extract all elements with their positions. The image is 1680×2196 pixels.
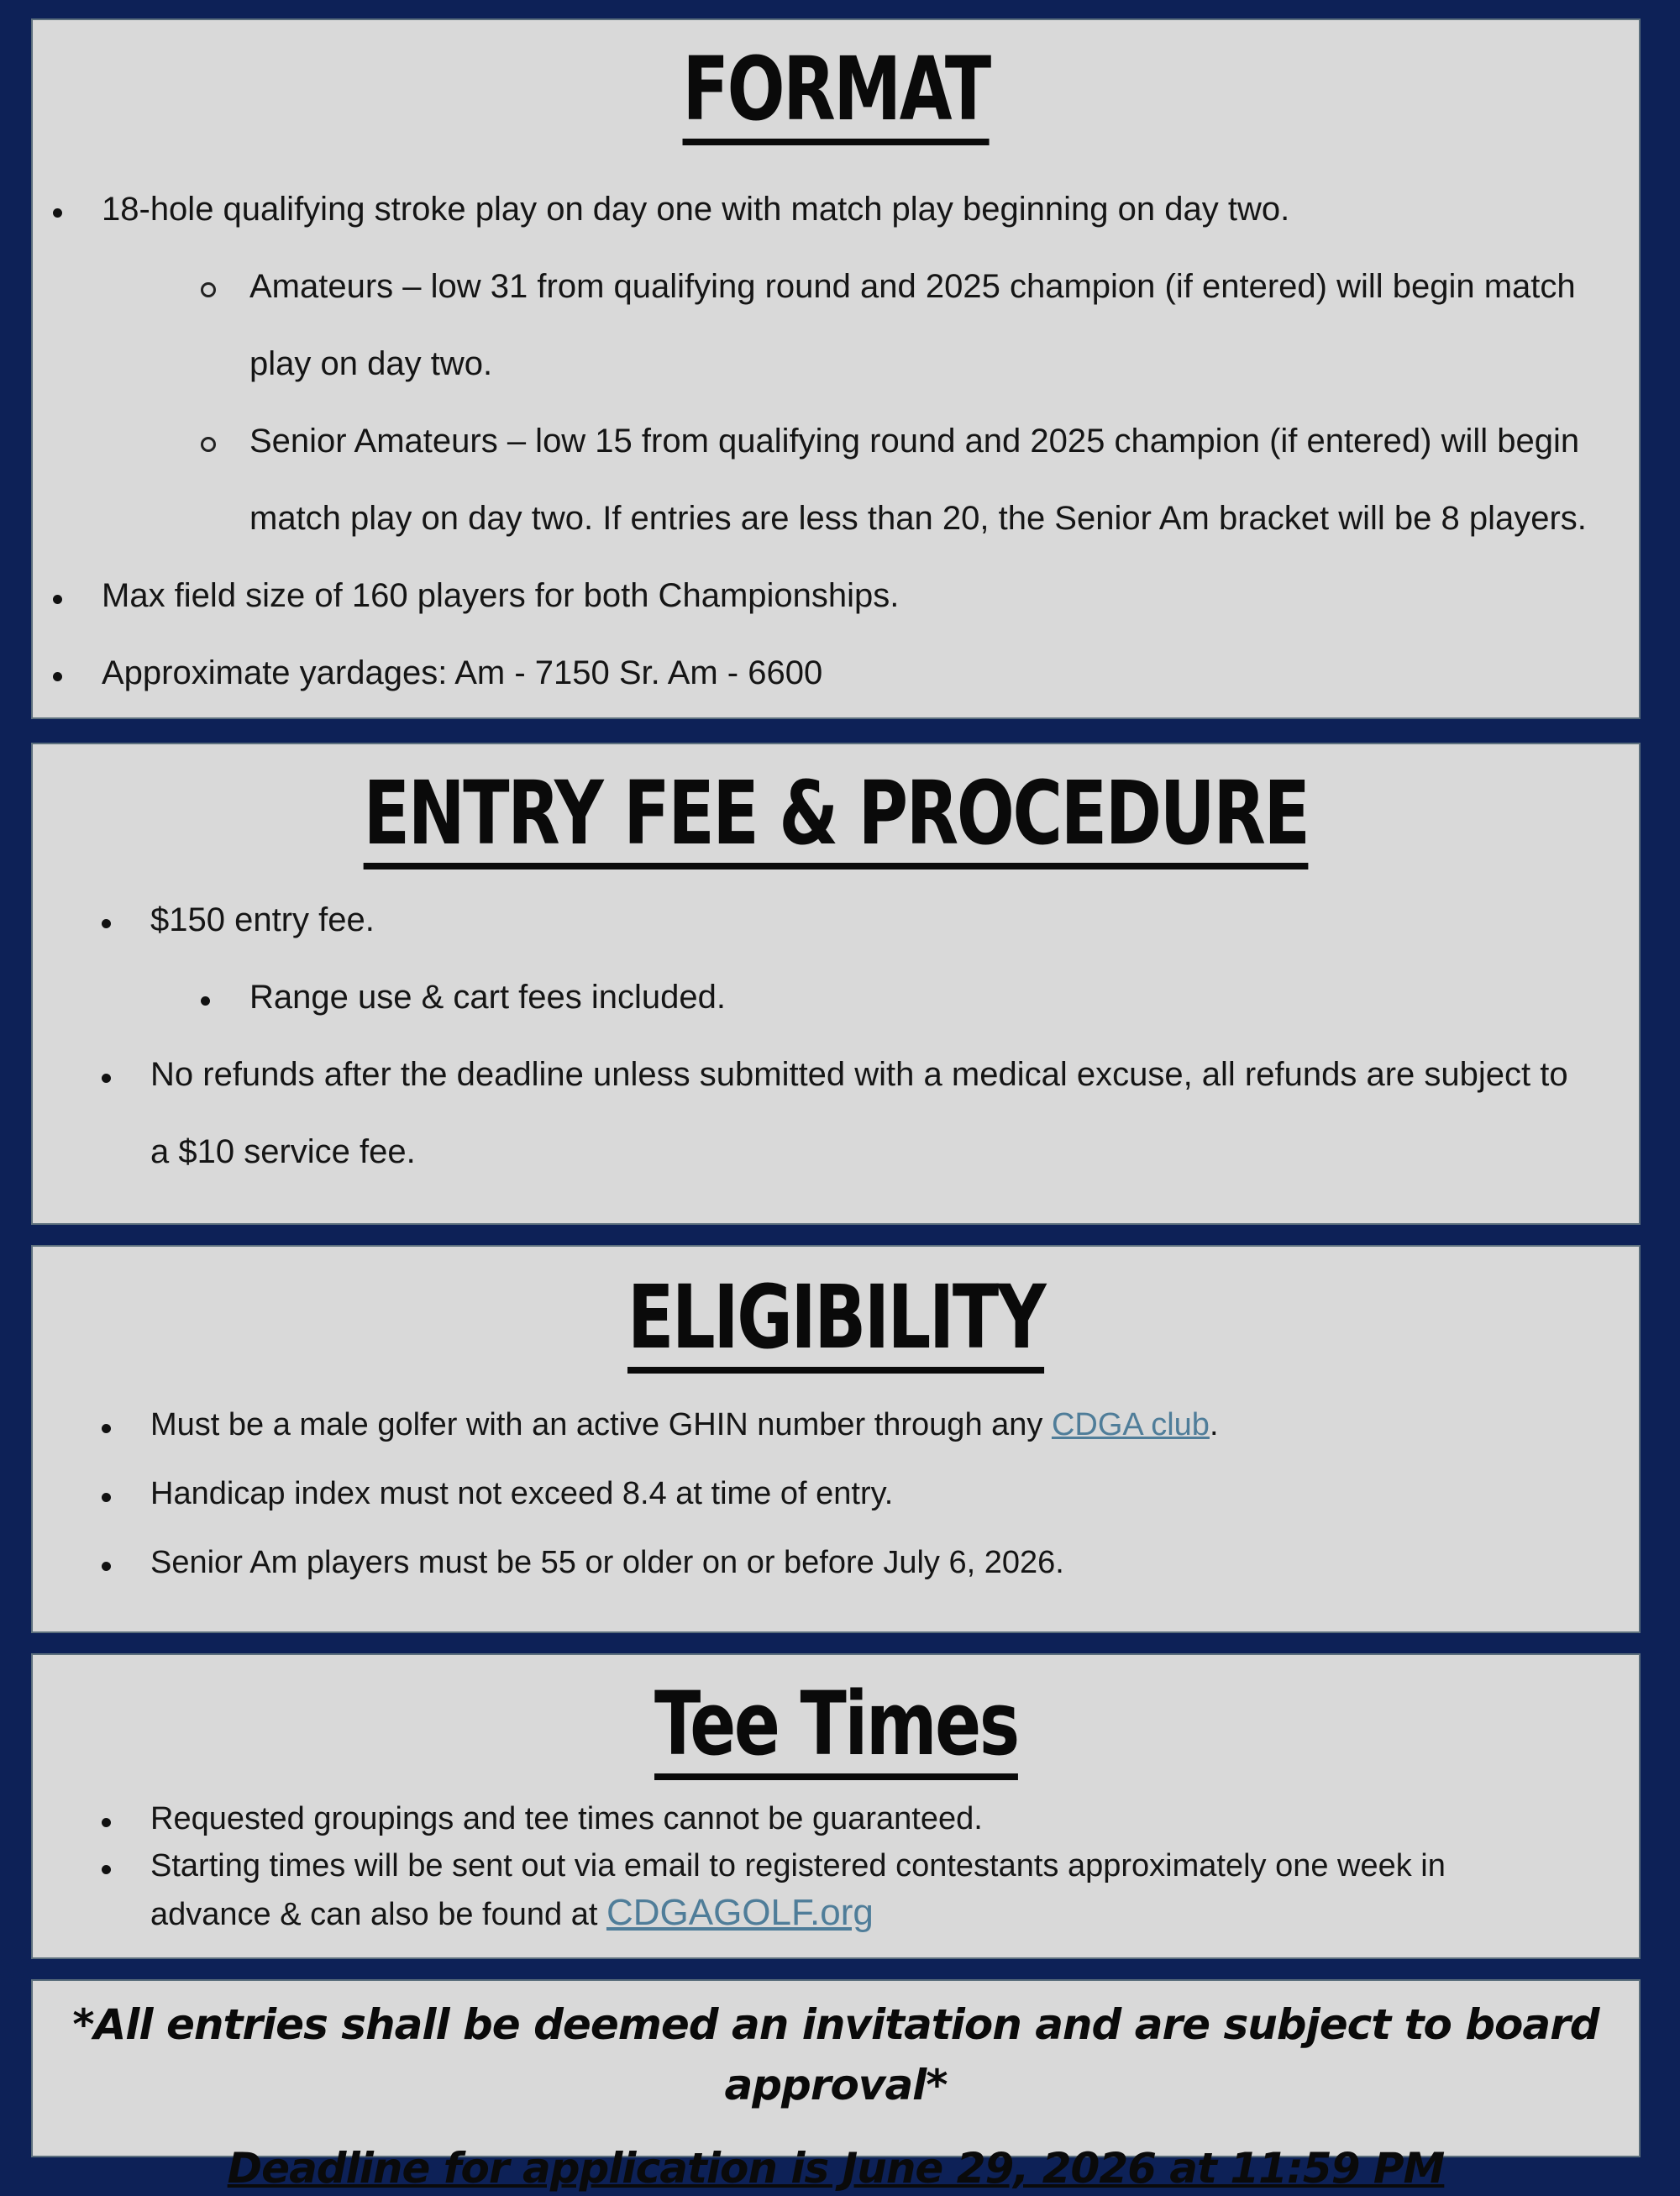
footer-panel xyxy=(31,1979,1641,2193)
cdgagolf-link[interactable]: CDGAGOLF.org xyxy=(606,1892,874,1934)
entry-fee-list xyxy=(33,881,1639,1190)
format-panel xyxy=(31,18,1641,719)
tee-times-heading: Tee Times xyxy=(654,1679,1018,1780)
entry-item-fee: $150 entry fee. xyxy=(33,881,1588,959)
eligibility-item-senior-age: Senior Am players must be 55 or older on or before July 6, 2026. xyxy=(33,1528,1588,1597)
eligibility-list xyxy=(33,1390,1639,1597)
deadline-text: Deadline for application is June 29, 2026 at 11:59 PM xyxy=(227,2144,1445,2193)
tee-times-item-starting-times: Starting times will be sent out via email to registered contestants approximately one week in advance & can also be found at CDGAGOLF.org xyxy=(33,1842,1563,1938)
format-item-field-size: Max field size of 160 players for both Championships. xyxy=(33,557,1588,634)
invitation-notice: *All entries shall be deemed an invitation and are subject to board approval* xyxy=(72,2000,1599,2109)
tee-times-panel xyxy=(31,1653,1641,1959)
tee-times-list xyxy=(33,1795,1639,1938)
format-subitem-senior-amateurs: Senior Amateurs – low 15 from qualifying round and 2025 champion (if entered) will begin match play on day two. If entries are less than 20, the Senior Am bracket will be 8 players. xyxy=(33,402,1597,557)
deadline-notice xyxy=(33,2141,1639,2196)
format-subitem-amateurs: Amateurs – low 31 from qualifying round and 2025 champion (if entered) will begin match play on day two. xyxy=(33,248,1597,402)
format-heading: FORMAT xyxy=(682,44,989,145)
eligibility-item-male-golfer: Must be a male golfer with an active GHIN number through any CDGA club. xyxy=(33,1390,1588,1459)
tee-times-item-groupings: Requested groupings and tee times cannot be guaranteed. xyxy=(33,1795,1563,1842)
format-item-yardages: Approximate yardages: Am - 7150 Sr. Am - 6600 xyxy=(33,634,1588,712)
eligibility-item-handicap: Handicap index must not exceed 8.4 at time of entry. xyxy=(33,1459,1588,1528)
entry-fee-panel xyxy=(31,743,1641,1225)
entry-fee-heading: ENTRY FEE & PROCEDURE xyxy=(364,768,1309,869)
entry-subitem-range: Range use & cart fees included. xyxy=(33,959,1588,1036)
cdga-club-link[interactable]: CDGA club xyxy=(1051,1407,1210,1443)
eligibility-panel xyxy=(31,1245,1641,1633)
format-item-qualifying: 18-hole qualifying stroke play on day one with match play beginning on day two. xyxy=(33,171,1588,248)
eligibility-heading: ELIGIBILITY xyxy=(627,1272,1044,1374)
format-list xyxy=(33,171,1639,712)
entry-item-refunds: No refunds after the deadline unless submitted with a medical excuse, all refunds are subject to a $10 service fee. xyxy=(33,1036,1588,1190)
